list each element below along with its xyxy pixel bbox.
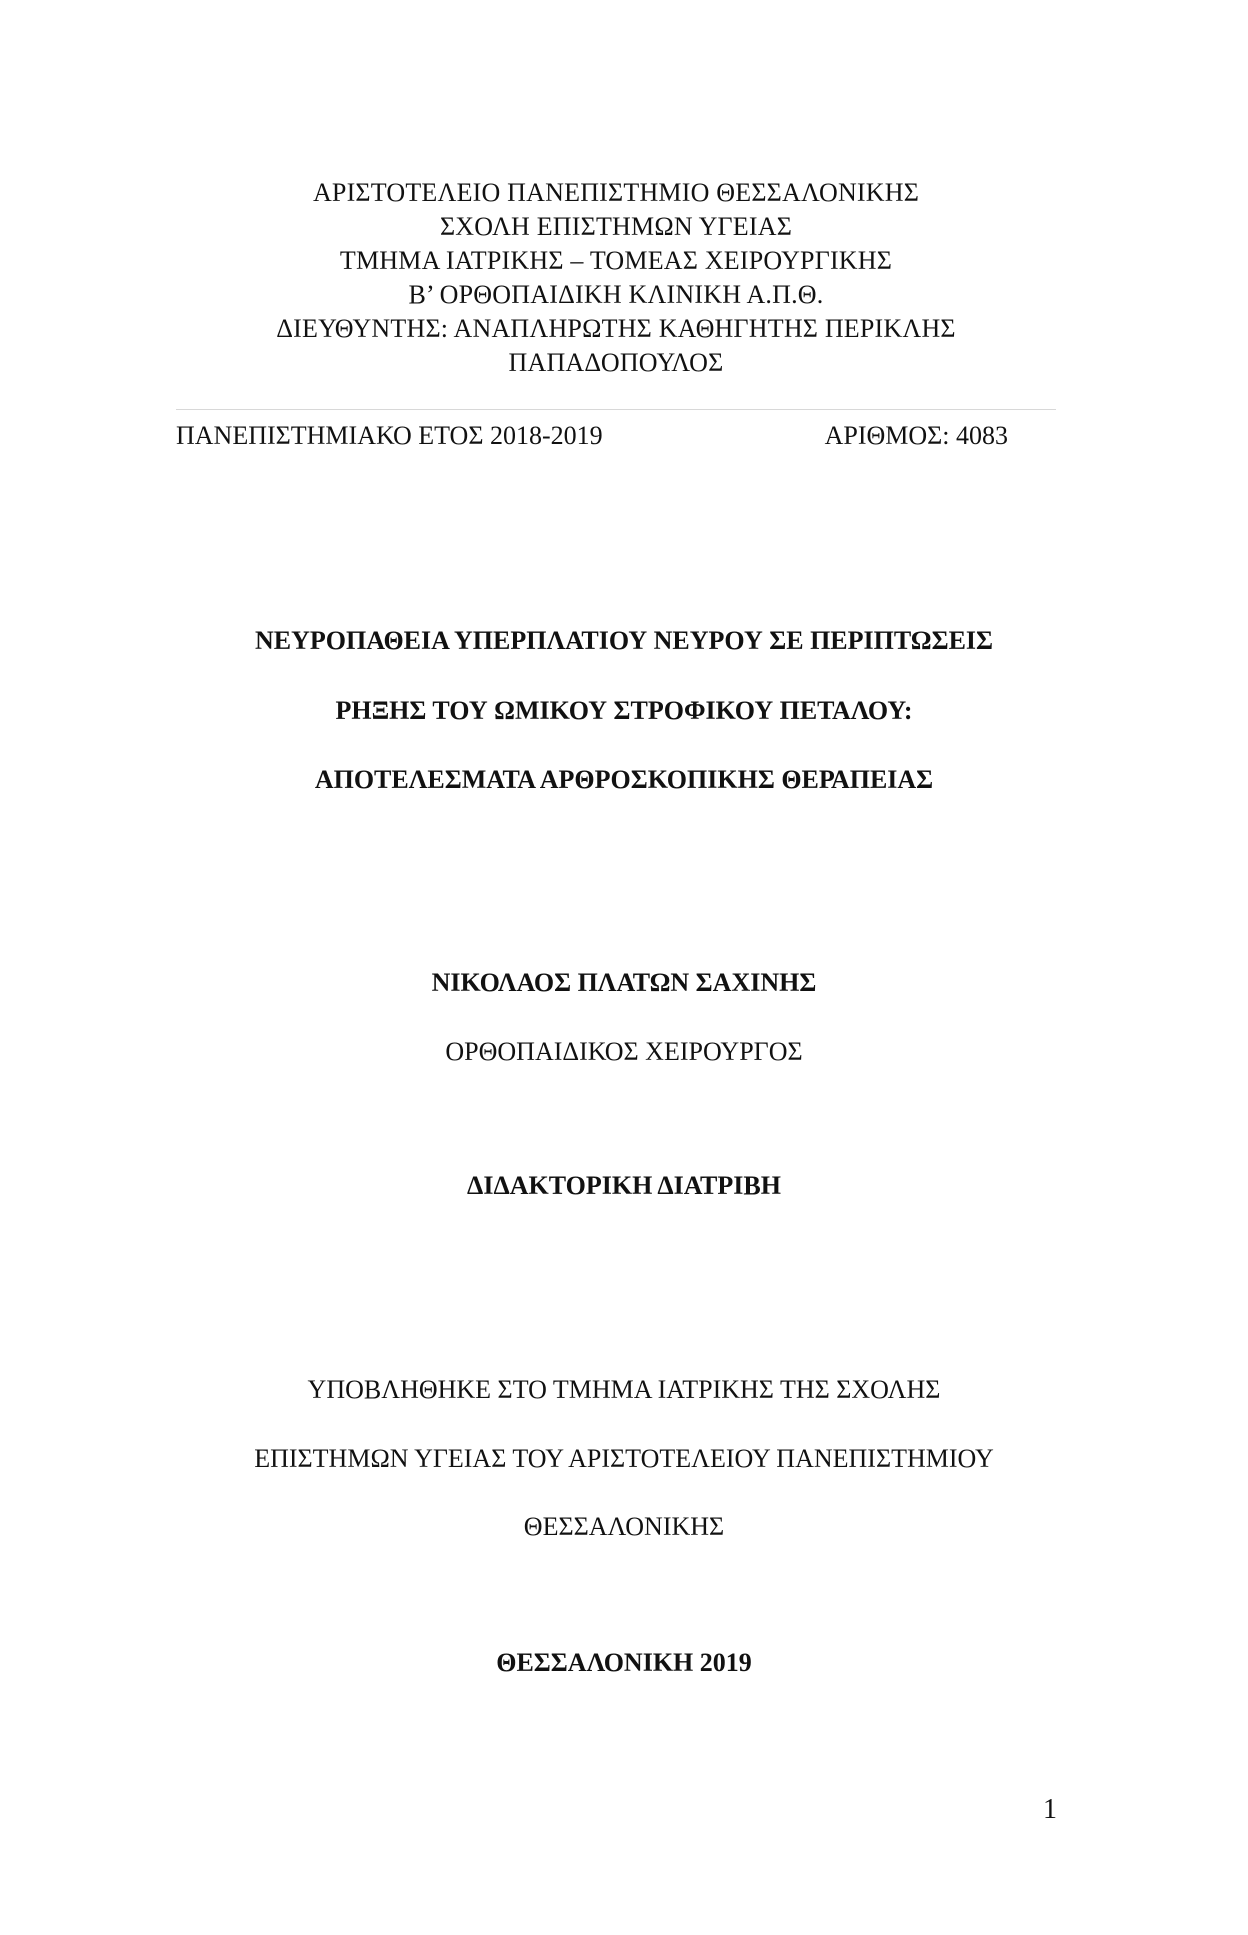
thesis-number: ΑΡΙΘΜΟΣ: 4083 (824, 421, 1008, 450)
thesis-title-line-2: ΡΗΞΗΣ ΤΟΥ ΩΜΙΚΟΥ ΣΤΡΟΦΙΚΟΥ ΠΕΤΑΛΟΥ: (335, 696, 913, 725)
header-line-director: ΔΙΕΥΘΥΝΤΗΣ: ΑΝΑΠΛΗΡΩΤΗΣ ΚΑΘΗΓΗΤΗΣ ΠΕΡΙΚΛΗΣ (276, 314, 956, 343)
author-name: ΝΙΚΟΛΑΟΣ ΠΛΑΤΩΝ ΣΑΧΙΝΗΣ (431, 968, 817, 997)
header-line-department: ΤΜΗΜΑ ΙΑΤΡΙΚΗΣ – ΤΟΜΕΑΣ ΧΕΙΡΟΥΡΓΙΚΗΣ (339, 246, 893, 275)
institution-header (176, 176, 1056, 380)
header-line-university: ΑΡΙΣΤΟΤΕΛΕΙΟ ΠΑΝΕΠΙΣΤΗΜΙΟ ΘΕΣΣΑΛΟΝΙΚΗΣ (312, 178, 920, 207)
submission-line-3: ΘΕΣΣΑΛΟΝΙΚΗΣ (523, 1512, 725, 1541)
academic-year: ΠΑΝΕΠΙΣΤΗΜΙΑΚΟ ΕΤΟΣ 2018-2019 (176, 421, 603, 450)
submission-line-1: ΥΠΟΒΛΗΘΗΚΕ ΣΤΟ ΤΜΗΜΑ ΙΑΤΡΙΚΗΣ ΤΗΣ ΣΧΟΛΗΣ (307, 1375, 941, 1404)
thesis-title-line-3: ΑΠΟΤΕΛΕΣΜΑΤΑ ΑΡΘΡΟΣΚΟΠΙΚΗΣ ΘΕΡΑΠΕΙΑΣ (314, 765, 934, 794)
place-year: ΘΕΣΣΑΛΟΝΙΚΗ 2019 (496, 1648, 752, 1677)
header-line-clinic: Β’ ΟΡΘΟΠΑΙΔΙΚΗ ΚΛΙΝΙΚΗ Α.Π.Θ. (408, 280, 824, 309)
page-number: 1 (1043, 1794, 1057, 1825)
document-type: ΔΙΔΑΚΤΟΡΙΚΗ ΔΙΑΤΡΙΒΗ (467, 1171, 781, 1200)
header-divider (176, 409, 1056, 410)
header-line-school: ΣΧΟΛΗ ΕΠΙΣΤΗΜΩΝ ΥΓΕΙΑΣ (439, 212, 793, 241)
author-profession: ΟΡΘΟΠΑΙΔΙΚΟΣ ΧΕΙΡΟΥΡΓΟΣ (445, 1037, 803, 1066)
thesis-title-line-1: ΝΕΥΡΟΠΑΘΕΙΑ ΥΠΕΡΠΛΑΤΙΟΥ ΝΕΥΡΟΥ ΣΕ ΠΕΡΙΠΤΩΣΕΙΣ (254, 626, 994, 655)
header-line-director-surname: ΠΑΠΑΔΟΠΟΥΛΟΣ (508, 348, 724, 377)
meta-row (176, 419, 1056, 453)
submission-line-2: ΕΠΙΣΤΗΜΩΝ ΥΓΕΙΑΣ ΤΟΥ ΑΡΙΣΤΟΤΕΛΕΙΟΥ ΠΑΝΕΠΙΣΤΗΜΙΟΥ (254, 1444, 994, 1473)
